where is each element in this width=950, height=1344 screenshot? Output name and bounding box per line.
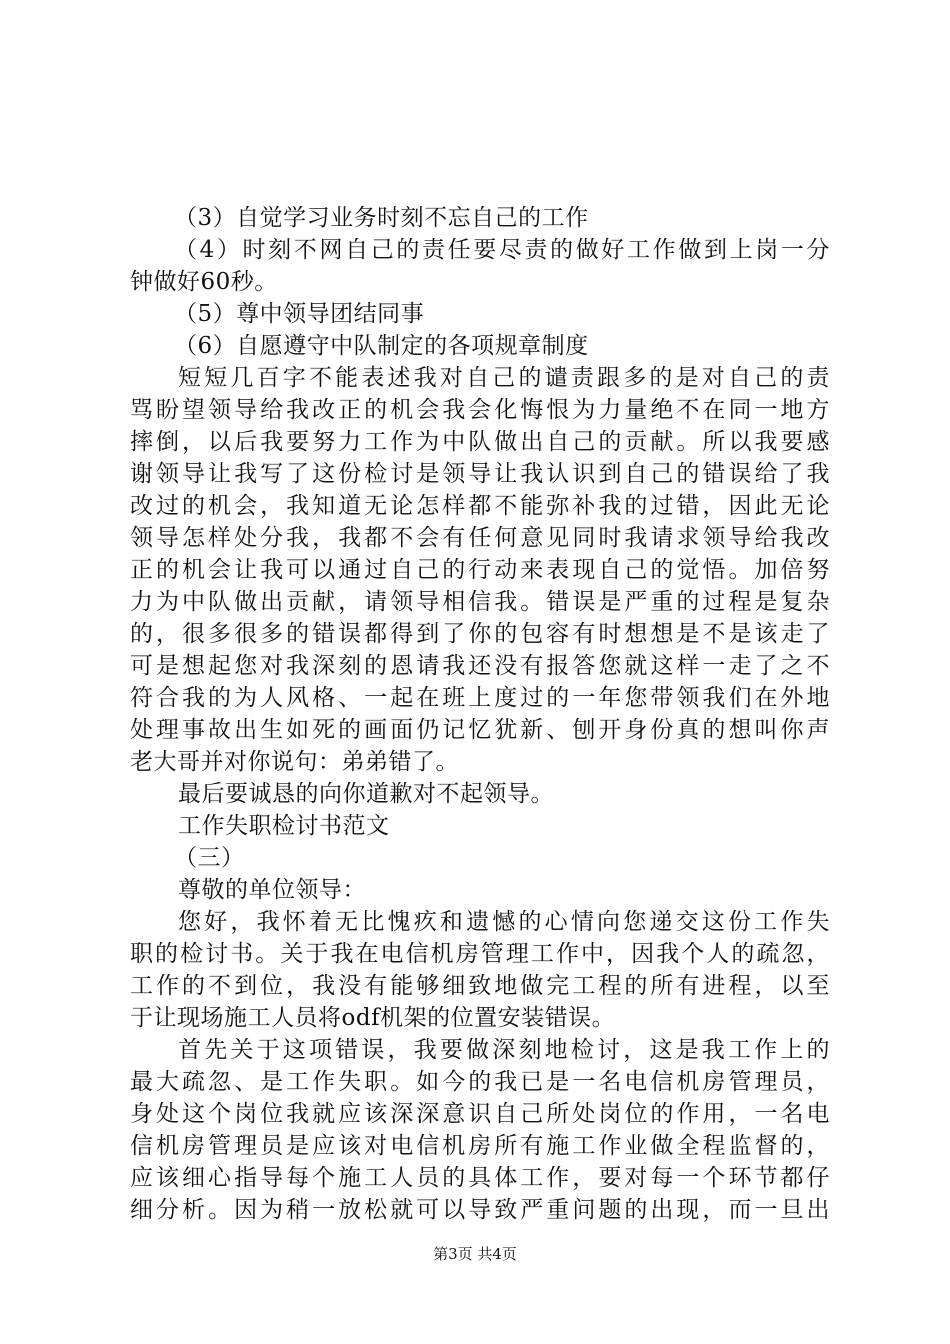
text-line: 领导怎样处分我，我都不会有任何意见同时我请求领导给我改 [130, 525, 830, 551]
text-line: 骂盼望领导给我改正的机会我会化悔恨为力量绝不在同一地方 [130, 397, 830, 423]
text-line: 您好，我怀着无比愧疚和遗憾的心情向您递交这份工作失 [178, 909, 830, 935]
text-line: 力为中队做出贡献，请领导相信我。错误是严重的过程是复杂 [130, 589, 830, 615]
text-line: 符合我的为人风格、一起在班上度过的一年您带领我们在外地 [130, 685, 830, 711]
text-line: （4）时刻不网自己的责任要尽责的做好工作做到上岗一分 [174, 237, 830, 263]
text-line: 职的检讨书。关于我在电信机房管理工作中，因我个人的疏忽， [130, 941, 830, 967]
text-line: 正的机会让我可以通过自己的行动来表现自己的觉悟。加倍努 [130, 557, 830, 583]
text-line: 改过的机会，我知道无论怎样都不能弥补我的过错，因此无论 [130, 493, 830, 519]
text-line: 身处这个岗位我就应该深深意识自己所处岗位的作用，一名电 [130, 1101, 830, 1127]
section-title: 工作失职检讨书范文 [178, 813, 390, 839]
text-line: 处理事故出生如死的画面仍记忆犹新、刨开身份真的想叫你声 [130, 717, 830, 743]
text-line: 钟做好60秒。 [130, 269, 278, 295]
section-number: （三） [174, 845, 245, 871]
text-line: 老大哥并对你说句：弟弟错了。 [130, 749, 459, 775]
text-line: 细分析。因为稍一放松就可以导致严重问题的出现，而一旦出 [130, 1197, 830, 1223]
text-line: 最后要诚恳的向你道歉对不起领导。 [178, 781, 554, 807]
salutation: 尊敬的单位领导： [178, 877, 366, 903]
text-line: （6）自愿遵守中队制定的各项规章制度 [174, 333, 589, 359]
text-line: 谢领导让我写了这份检讨是领导让我认识到自己的错误给了我 [130, 461, 830, 487]
text-line: 最大疏忽、是工作失职。如今的我已是一名电信机房管理员， [130, 1069, 830, 1095]
text-line: 可是想起您对我深刻的恩请我还没有报答您就这样一走了之不 [130, 653, 830, 679]
text-line: 于让现场施工人员将odf机架的位置安装错误。 [130, 1005, 616, 1031]
text-line: 信机房管理员是应该对电信机房所有施工作业做全程监督的， [130, 1133, 830, 1159]
text-line: 工作的不到位，我没有能够细致地做完工程的所有进程，以至 [130, 973, 830, 999]
text-line: 短短几百字不能表述我对自己的谴责跟多的是对自己的责 [178, 365, 830, 391]
text-line: （5）尊中领导团结同事 [174, 301, 425, 327]
text-line: 首先关于这项错误，我要做深刻地检讨，这是我工作上的 [178, 1037, 830, 1063]
document-body [130, 202, 830, 1226]
text-line: （3）自觉学习业务时刻不忘自己的工作 [174, 205, 589, 231]
text-line: 摔倒，以后我要努力工作为中队做出自己的贡献。所以我要感 [130, 429, 830, 455]
text-line: 的，很多很多的错误都得到了你的包容有时想想是不是该走了 [130, 621, 830, 647]
page-number-footer: 第3页 共4页 [433, 1245, 517, 1263]
text-line: 应该细心指导每个施工人员的具体工作，要对每一个环节都仔 [130, 1165, 830, 1191]
